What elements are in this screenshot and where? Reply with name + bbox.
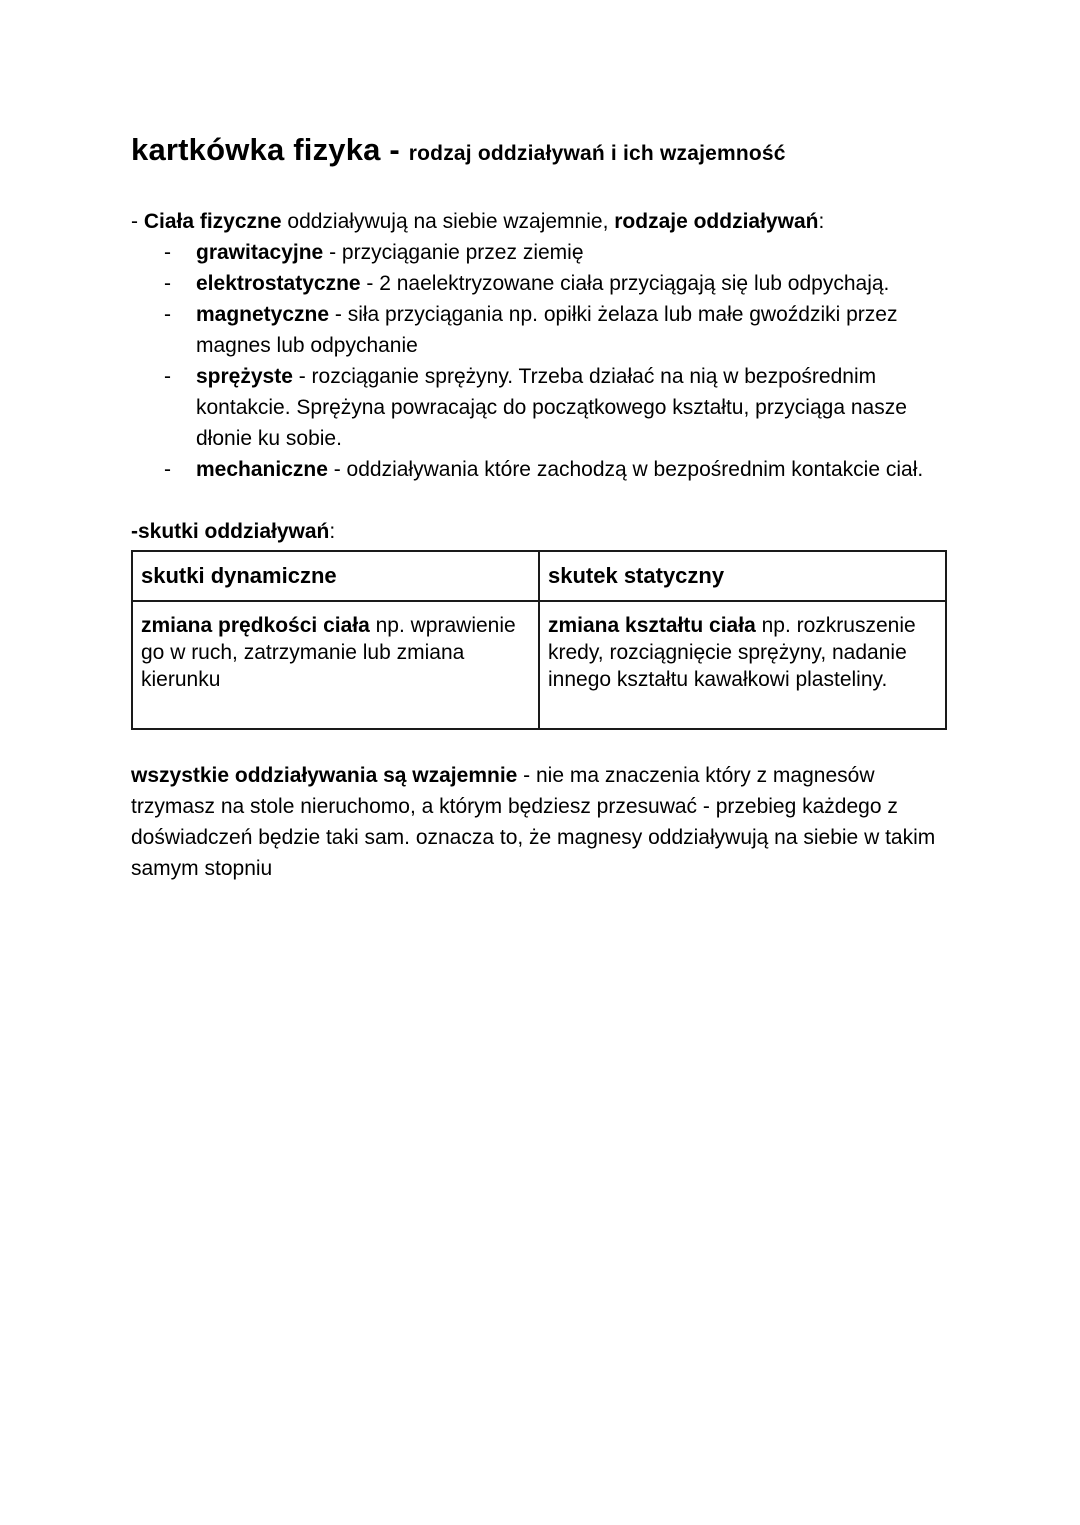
intro-text: oddziaływują na siebie wzajemnie, [281, 210, 615, 233]
effects-table [131, 550, 947, 730]
effects-heading-colon: : [329, 520, 336, 543]
list-item-term: mechaniczne [196, 458, 328, 481]
bullet-dash: - [164, 303, 171, 326]
interaction-types-list [131, 237, 961, 485]
intro-colon: : [818, 210, 825, 233]
column-header-static: skutek statyczny [539, 551, 946, 601]
cell-bold-term: zmiana kształtu ciała [548, 614, 756, 637]
table-header-row [132, 551, 946, 601]
list-item-term: sprężyste [196, 365, 293, 388]
title-main: kartkówka fizyka - [131, 132, 409, 167]
list-item-elastic [131, 361, 961, 454]
list-item-mechanical [131, 454, 961, 485]
cell-static-effect [539, 601, 946, 729]
intro-paragraph [131, 206, 961, 237]
intro-bold-bodies: Ciała fizyczne [143, 210, 282, 233]
document-page [131, 128, 961, 884]
list-item-description: - siła przyciągania np. opiłki żelaza lub małe gwoździki przez magnes lub odpychanie [196, 303, 898, 357]
cell-dynamic-effect [132, 601, 539, 729]
list-item-description: - oddziaływania które zachodzą w bezpośrednim kontakcie ciał. [327, 458, 924, 481]
intro-bold-types: rodzaje oddziaływań [614, 210, 819, 233]
summary-text: - nie ma znaczenia który z magnesów trzymasz na stole nieruchomo, a którym będziesz przesuwać - przebieg każdego z doświadczeń będzie taki sam. oznacza to, że magnesy oddziaływują na siebie w takim samym stopniu [131, 764, 936, 880]
cell-text: np. wprawienie go w ruch, zatrzymanie lub zmiana kierunku [141, 614, 516, 691]
list-item-magnetic [131, 299, 961, 361]
column-header-dynamic: skutki dynamiczne [132, 551, 539, 601]
list-item-term: elektrostatyczne [196, 272, 361, 295]
bullet-dash: - [164, 241, 171, 264]
effects-heading-prefix: - [131, 520, 138, 543]
effects-heading [131, 516, 961, 547]
page-title [131, 128, 961, 176]
title-subtitle: rodzaj oddziaływań i ich wzajemność [408, 142, 786, 165]
table-row [132, 601, 946, 729]
list-item-description: - rozciąganie sprężyny. Trzeba działać na nią w bezpośrednim kontakcie. Sprężyna powracając do początkowego kształtu, przyciąga nasze dłonie ku sobie. [196, 365, 907, 450]
summary-bold: wszystkie oddziaływania są wzajemnie [131, 764, 518, 787]
intro-prefix: - [131, 210, 144, 233]
list-item-term: magnetyczne [196, 303, 330, 326]
bullet-dash: - [164, 272, 171, 295]
cell-bold-term: zmiana prędkości ciała [141, 614, 370, 637]
list-item-description: - 2 naelektryzowane ciała przyciągają się lub odpychają. [360, 272, 890, 295]
effects-heading-bold: skutki oddziaływań [138, 520, 330, 543]
list-item-electrostatic [131, 268, 961, 299]
bullet-dash: - [164, 365, 171, 388]
summary-paragraph [131, 760, 961, 884]
list-item-gravitational [131, 237, 961, 268]
bullet-dash: - [164, 458, 171, 481]
list-item-description: - przyciąganie przez ziemię [323, 241, 584, 264]
cell-text: np. rozkruszenie kredy, rozciągnięcie sprężyny, nadanie innego kształtu kawałkowi plasteliny. [548, 614, 916, 691]
list-item-term: grawitacyjne [196, 241, 324, 264]
